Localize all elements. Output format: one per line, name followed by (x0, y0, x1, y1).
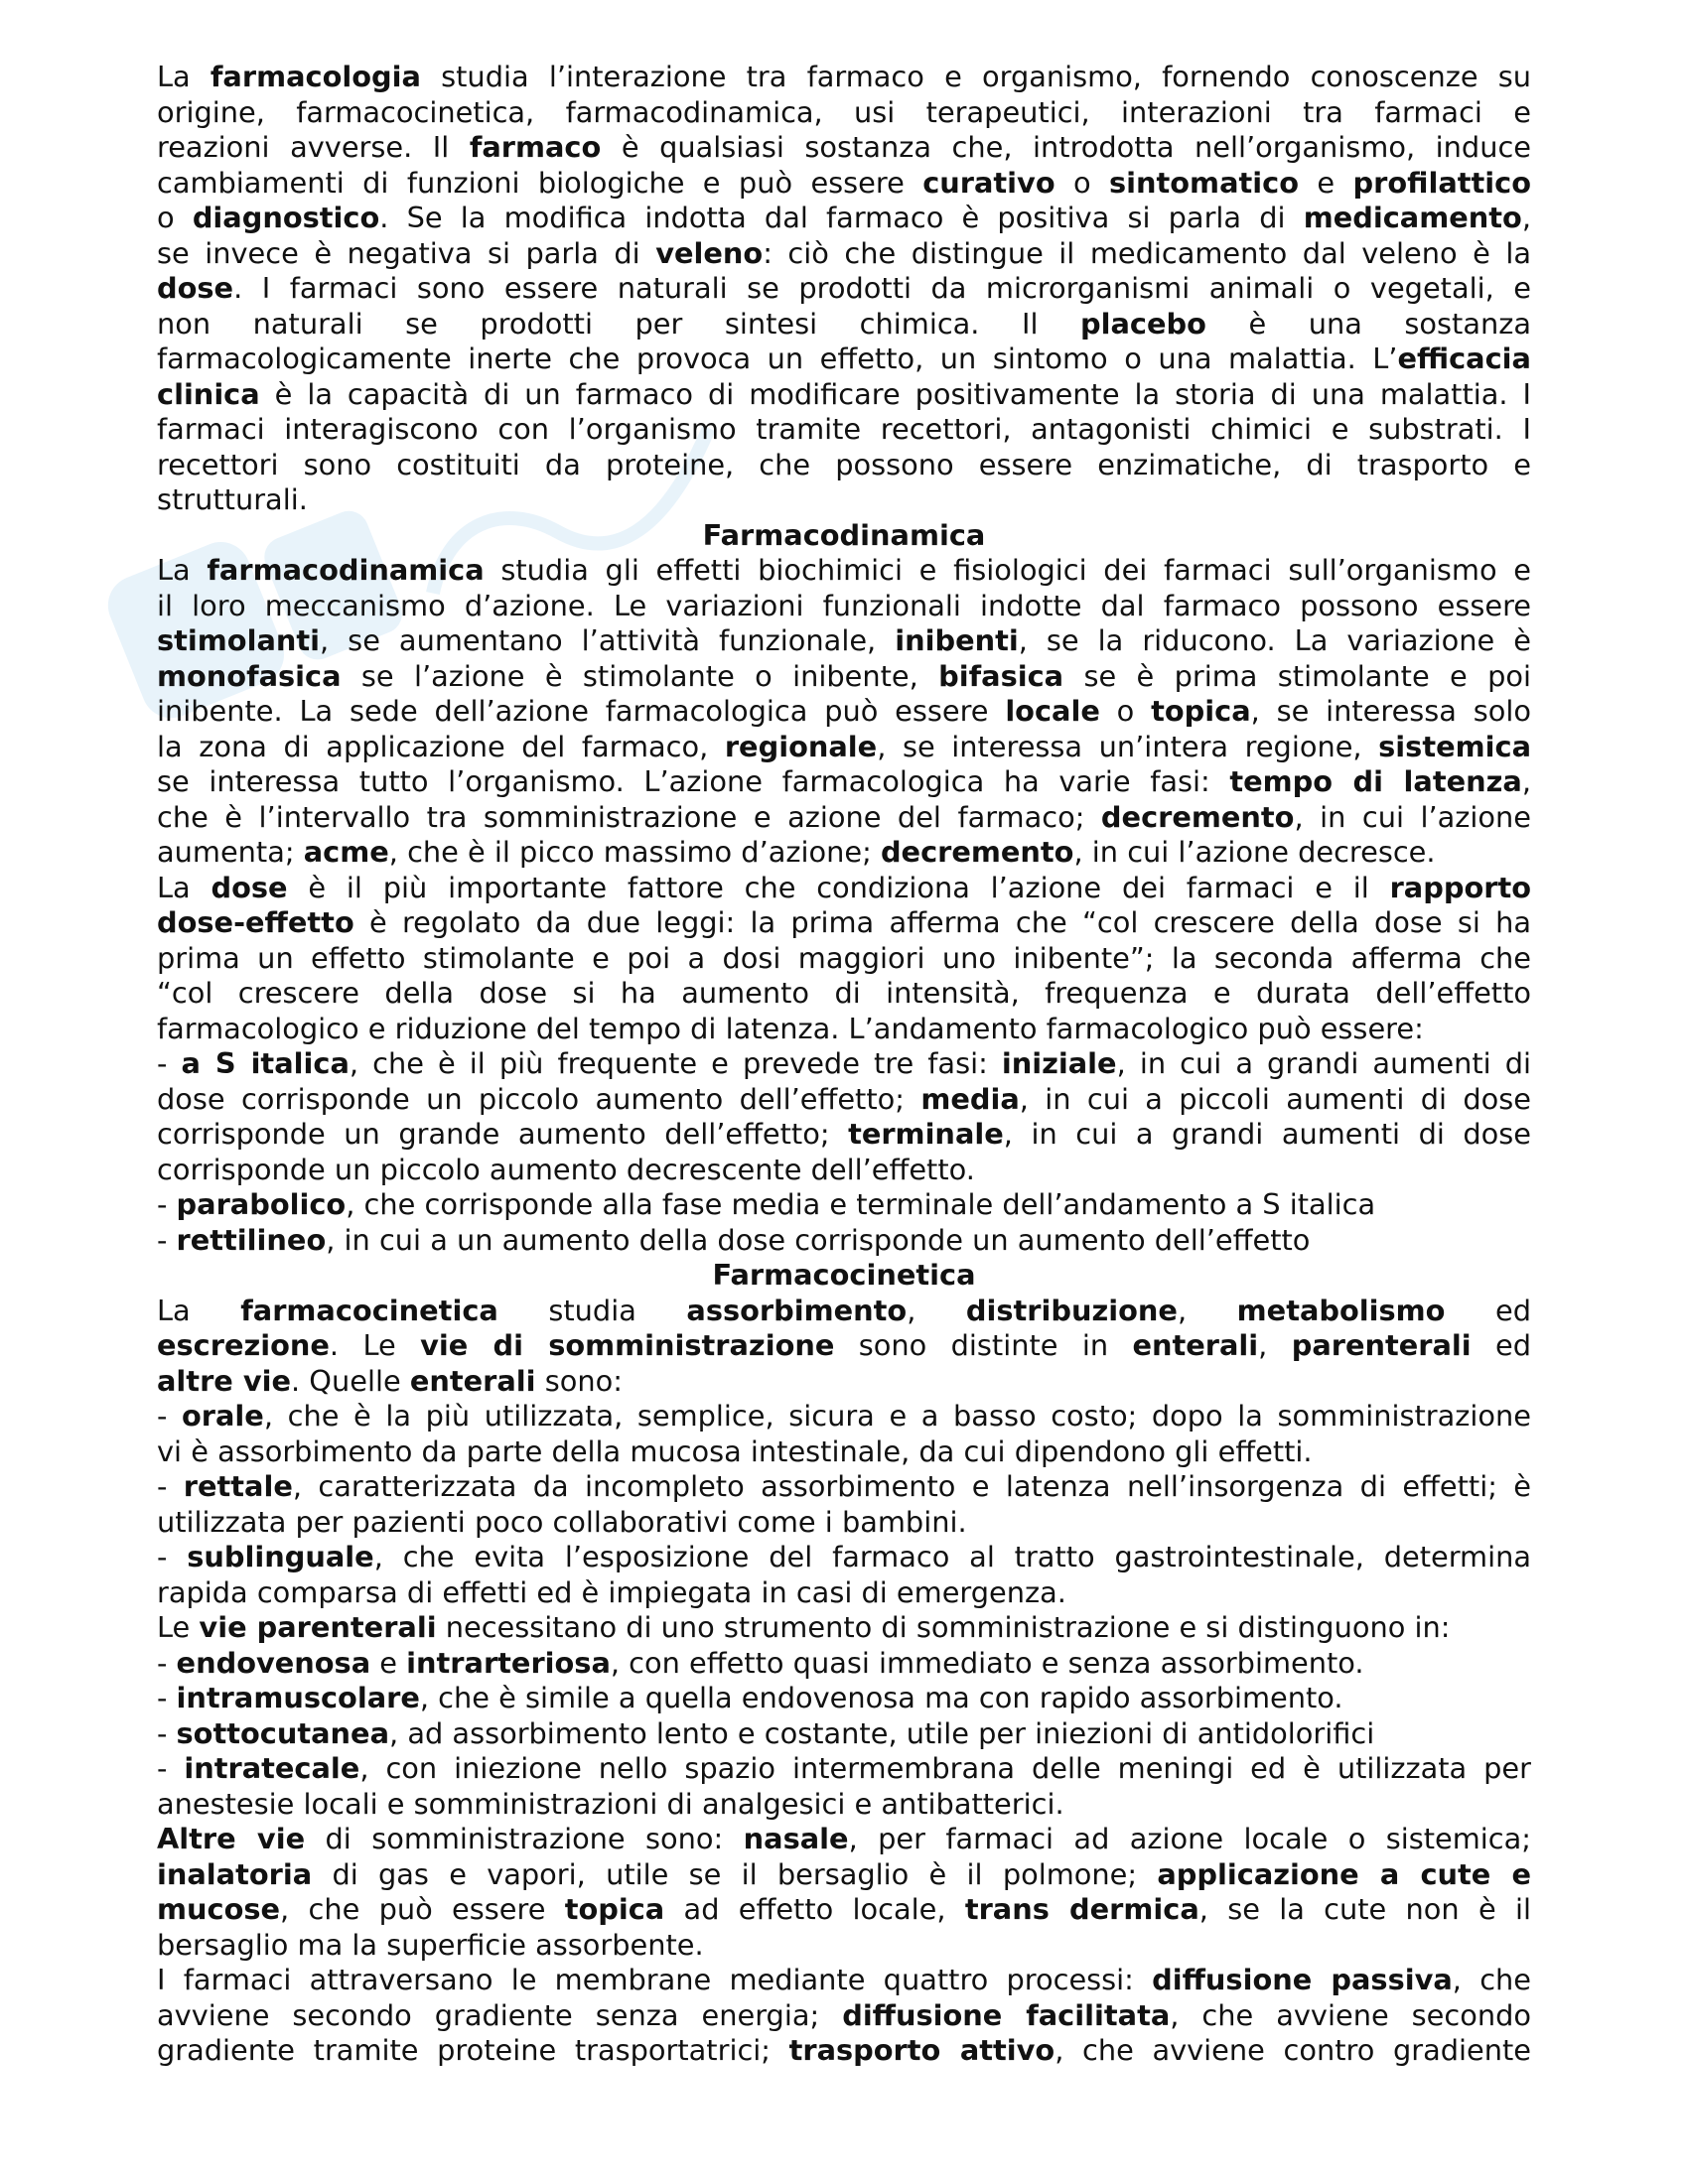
text-run: , se interessa solo (1250, 694, 1531, 728)
text-run: Le (157, 1610, 200, 1644)
heading-farmacodinamica: Farmacodinamica (702, 517, 986, 552)
bold-term: topica (1151, 694, 1251, 728)
bold-term: Altre vie (157, 1822, 306, 1855)
bold-term: applicazione a cute e (1157, 1856, 1531, 1891)
bold-term: endovenosa (176, 1645, 371, 1680)
text-run: se l’azione è stimolante o inibente, (341, 658, 939, 693)
text-run: , che corrisponde alla fase media e terminale dell’andamento a S italica (346, 1187, 1376, 1221)
text-run: , (1521, 201, 1531, 234)
text-run: , in cui a un aumento della dose corrisponde un aumento dell’effetto (326, 1222, 1311, 1257)
text-line (157, 307, 1531, 342)
text-run: o (1099, 694, 1152, 728)
bold-term: rettale (183, 1469, 293, 1503)
text-run: se interessa tutto l’organismo. L’azione farmacologica ha varie fasi: (157, 764, 1230, 798)
text-run: che è l’intervallo tra somministrazione e azione del farmaco; (157, 799, 1101, 834)
text-run: vi è assorbimento da parte della mucosa intestinale, da cui dipendono gli effetti. (157, 1433, 1313, 1468)
text-line (157, 236, 1531, 272)
text-run: - (157, 1715, 177, 1750)
text-run: . Quelle (291, 1363, 410, 1398)
text-run: rapida comparsa di effetti ed è impiegata in casi di emergenza. (157, 1574, 1066, 1609)
text-run: ad effetto locale, (664, 1892, 965, 1926)
text-line (157, 1681, 1531, 1716)
bold-term: rettilineo (176, 1222, 327, 1257)
text-run: - (157, 1751, 185, 1785)
text-run: reazioni avverse. Il (157, 130, 470, 164)
text-line (157, 1998, 1531, 2034)
text-run: , che evita l’esposizione del farmaco al tratto gastrointestinale, determina (373, 1540, 1532, 1573)
text-line (157, 1751, 1531, 1787)
text-run: avviene secondo gradiente senza energia; (157, 1997, 843, 2032)
text-run: . Se la modifica indotta dal farmaco è positiva si parla di (379, 201, 1304, 234)
text-run: necessitano di uno strumento di somministrazione e si distinguono in: (436, 1610, 1451, 1644)
text-run: inibente. La sede dell’azione farmacologica può essere (157, 694, 1006, 728)
text-run: e (1299, 165, 1353, 200)
text-run: , che avviene contro gradiente (1055, 2033, 1531, 2067)
bold-term: vie di somministrazione (420, 1328, 835, 1362)
text-run: di somministrazione sono: (305, 1822, 744, 1855)
bold-term: clinica (157, 376, 260, 411)
bold-term: placebo (1080, 306, 1206, 341)
bold-term: decremento (1100, 799, 1295, 834)
text-line (157, 95, 1531, 131)
bold-term: escrezione (157, 1328, 330, 1362)
text-line (157, 1892, 1531, 1928)
text-run: studia gli effetti biochimici e fisiologici dei farmaci sull’organismo e (484, 553, 1531, 587)
bold-term: sintomatico (1109, 165, 1299, 200)
farmacodinamica-paragraph (157, 553, 1531, 1258)
text-line (157, 623, 1531, 659)
text-run: - (157, 1222, 177, 1257)
bold-term: curativo (922, 165, 1055, 200)
bold-term: tempo di latenza (1229, 764, 1522, 798)
text-line (157, 1223, 1531, 1259)
text-line (157, 905, 1531, 941)
text-line (157, 1082, 1531, 1118)
bold-term: nasale (743, 1822, 849, 1855)
bold-term: dose (157, 271, 234, 305)
bold-term: topica (564, 1892, 665, 1926)
bold-term: intrarteriosa (406, 1645, 611, 1680)
text-run: origine, farmacocinetica, farmacodinamica, usi terapeutici, interazioni tra farmaci e (157, 94, 1531, 129)
text-run: farmaci interagiscono con l’organismo tramite recettori, antagonisti chimici e substrati. I (157, 412, 1531, 446)
bold-term: bifasica (938, 658, 1064, 693)
text-run: anestesie locali e somministrazioni di analgesici e antibatterici. (157, 1786, 1064, 1821)
text-line (157, 694, 1531, 730)
text-run: è la capacità di un farmaco di modificare positivamente la storia di una malattia. I (259, 376, 1531, 411)
text-line (157, 1399, 1531, 1434)
text-line (157, 60, 1531, 95)
text-line (157, 1610, 1531, 1646)
intro-paragraph (157, 60, 1531, 518)
text-line (157, 1328, 1531, 1364)
text-run: , (1177, 1293, 1237, 1327)
text-line (157, 166, 1531, 202)
text-run: , che è la più utilizzata, semplice, sicura e a basso costo; dopo la somministrazione (263, 1399, 1531, 1433)
text-run: , che (1452, 1963, 1531, 1996)
text-line (157, 1469, 1531, 1505)
text-line (157, 1575, 1531, 1611)
text-run: La (157, 1293, 241, 1327)
bold-term: trans dermica (964, 1892, 1199, 1926)
text-line (157, 1046, 1531, 1082)
text-run: - (157, 1399, 183, 1433)
text-run: , con iniezione nello spazio intermembrana delle meningi ed è utilizzata per (359, 1751, 1531, 1785)
text-run: , in cui a grandi aumenti di dose (1003, 1117, 1531, 1151)
bold-term: medicamento (1303, 201, 1522, 234)
text-run: di gas e vapori, utile se il bersaglio è il polmone; (312, 1856, 1158, 1891)
text-run: , (1521, 764, 1531, 798)
text-line (157, 1117, 1531, 1153)
bold-term: profilattico (1352, 165, 1532, 200)
text-line (157, 976, 1531, 1012)
text-run: , caratterizzata da incompleto assorbimento e latenza nell’insorgenza di effetti; è (292, 1469, 1532, 1503)
text-run: non naturali se prodotti per sintesi chimica. Il (157, 306, 1081, 341)
text-run: - (157, 1046, 182, 1080)
text-line (157, 1857, 1531, 1893)
text-run: - (157, 1645, 177, 1680)
text-line (157, 271, 1531, 307)
bold-term: dose (211, 870, 288, 904)
text-line (157, 201, 1531, 236)
text-line (157, 589, 1531, 624)
bold-term: acme (303, 835, 389, 869)
bold-term: parabolico (176, 1187, 347, 1221)
text-run: , in cui l’azione (1294, 799, 1531, 834)
text-run: , in cui l’azione decresce. (1073, 835, 1436, 869)
text-run: e (370, 1645, 407, 1680)
text-line (157, 1187, 1531, 1223)
bold-term: parenterali (1291, 1328, 1472, 1362)
bold-term: a S italica (181, 1046, 350, 1080)
text-run: gradiente tramite proteine trasportatrici; (157, 2033, 789, 2067)
text-line (157, 1540, 1531, 1575)
text-run: prima un effetto stimolante e poi a dosi maggiori uno inibente”; la seconda afferma che (157, 940, 1531, 975)
text-run: , con effetto quasi immediato e senza assorbimento. (610, 1645, 1364, 1680)
text-line (157, 412, 1531, 448)
text-run: , se interessa un’intera regione, (877, 729, 1379, 763)
text-run: , in cui a grandi aumenti di (1116, 1046, 1532, 1080)
bold-term: veleno (655, 235, 764, 270)
text-line (157, 1153, 1531, 1188)
text-run: dose corrisponde un piccolo aumento dell’effetto; (157, 1081, 921, 1116)
text-line (157, 482, 1531, 518)
text-run: recettori sono costituiti da proteine, che possono essere enzimatiche, di trasporto e (157, 447, 1531, 481)
text-run: corrisponde un grande aumento dell’effetto; (157, 1117, 849, 1151)
text-run: ed (1471, 1328, 1532, 1362)
text-run: , che è il più frequente e prevede tre fasi: (349, 1046, 1002, 1080)
text-run: la zona di applicazione del farmaco, (157, 729, 725, 763)
text-line (157, 1928, 1531, 1964)
text-run: se è prima stimolante e poi (1063, 658, 1531, 693)
text-run: è il più importante fattore che condiziona l’azione dei farmaci e il (287, 870, 1390, 904)
text-run: , se aumentano l’attività funzionale, (320, 623, 896, 657)
text-run: La (157, 870, 211, 904)
text-run: , che avviene secondo (1170, 1997, 1531, 2032)
bold-term: enterali (409, 1363, 536, 1398)
text-line (157, 1364, 1531, 1400)
text-line (157, 1434, 1531, 1470)
text-run: . Le (329, 1328, 421, 1362)
text-line (157, 341, 1531, 377)
text-run: La (157, 553, 208, 587)
bold-term: vie parenterali (199, 1610, 437, 1644)
text-run: , che è il picco massimo d’azione; (388, 835, 881, 869)
bold-term: iniziale (1001, 1046, 1117, 1080)
bold-term: rapporto (1389, 870, 1531, 904)
bold-term: efficacia (1397, 341, 1531, 375)
bold-term: stimolanti (157, 623, 321, 657)
text-run: , se la cute non è il (1198, 1892, 1531, 1926)
bold-term: intratecale (184, 1751, 360, 1785)
text-run: - (157, 1187, 177, 1221)
text-run: La (157, 60, 211, 93)
text-run: farmacologicamente inerte che provoca un effetto, un sintomo o una malattia. L’ (157, 341, 1398, 375)
text-run: utilizzata per pazienti poco collaborativi come i bambini. (157, 1504, 967, 1539)
text-run: , per farmaci ad azione locale o sistemica; (848, 1822, 1531, 1855)
text-line (157, 448, 1531, 483)
bold-term: sottocutanea (176, 1715, 390, 1750)
text-line (157, 1294, 1531, 1329)
text-run: bersaglio ma la superficie assorbente. (157, 1927, 704, 1962)
bold-term: assorbimento (686, 1293, 908, 1327)
text-run: , ad assorbimento lento e costante, utile per iniezioni di antidolorifici (389, 1715, 1375, 1750)
bold-term: locale (1005, 694, 1100, 728)
bold-term: sistemica (1378, 729, 1531, 763)
text-run: , se la riducono. La variazione è (1018, 623, 1531, 657)
bold-term: diffusione facilitata (842, 1997, 1171, 2032)
bold-term: orale (182, 1399, 264, 1433)
text-run: è qualsiasi sostanza che, introdotta nell’organismo, induce (601, 130, 1531, 164)
text-run: - (157, 1469, 184, 1503)
text-run: ed (1445, 1293, 1532, 1327)
bold-term: diffusione passiva (1152, 1963, 1453, 1996)
text-run: studia l’interazione tra farmaco e organismo, fornendo conoscenze su (420, 60, 1531, 93)
bold-term: farmacocinetica (240, 1293, 498, 1327)
text-run: o (1055, 165, 1109, 200)
bold-term: regionale (724, 729, 878, 763)
text-line (157, 764, 1531, 800)
text-run: il loro meccanismo d’azione. Le variazioni funzionali indotte dal farmaco possono essere (157, 588, 1531, 622)
text-line (157, 377, 1531, 413)
text-run: : ciò che distingue il medicamento dal veleno è la (763, 235, 1531, 270)
text-run: aumenta; (157, 835, 304, 869)
text-run: è regolato da due leggi: la prima afferma che “col crescere della dose si ha (353, 905, 1531, 939)
text-run: sono: (535, 1363, 623, 1398)
bold-term: sublinguale (187, 1540, 374, 1573)
text-run: studia (497, 1293, 687, 1327)
text-line (157, 659, 1531, 695)
text-line (157, 871, 1531, 906)
bold-term: altre vie (157, 1363, 291, 1398)
text-line (157, 1716, 1531, 1752)
text-run: o (157, 201, 193, 234)
text-line (157, 2033, 1531, 2069)
text-line (157, 1822, 1531, 1857)
bold-term: trasporto attivo (788, 2033, 1055, 2067)
bold-term: inalatoria (157, 1856, 313, 1891)
text-run: sono distinte in (834, 1328, 1133, 1362)
bold-term: farmacologia (210, 60, 421, 93)
bold-term: metabolismo (1236, 1293, 1446, 1327)
text-run: . I farmaci sono essere naturali se prodotti da microrganismi animali o vegetali, e (233, 271, 1531, 305)
text-run: , (1258, 1328, 1292, 1362)
bold-term: distribuzione (965, 1293, 1178, 1327)
text-line (157, 553, 1531, 589)
bold-term: monofasica (157, 658, 342, 693)
text-run: , (907, 1293, 966, 1327)
text-line (157, 1505, 1531, 1541)
text-line (157, 1963, 1531, 1998)
text-run: - (157, 1681, 177, 1714)
text-run: , che può essere (280, 1892, 565, 1926)
text-run: è una sostanza (1205, 306, 1531, 341)
bold-term: diagnostico (192, 201, 380, 234)
bold-term: dose-effetto (157, 905, 354, 939)
text-line (157, 835, 1531, 871)
text-run: corrisponde un piccolo aumento decrescente dell’effetto. (157, 1152, 975, 1186)
text-run: cambiamenti di funzioni biologiche e può essere (157, 165, 923, 200)
text-line (157, 1787, 1531, 1823)
bold-term: farmaco (469, 130, 602, 164)
text-line (157, 800, 1531, 836)
bold-term: farmacodinamica (207, 553, 485, 587)
bold-term: terminale (848, 1117, 1004, 1151)
document-page (157, 60, 1531, 2069)
text-run: I farmaci attraversano le membrane mediante quattro processi: (157, 1963, 1153, 1996)
text-run: “col crescere della dose si ha aumento di intensità, frequenza e durata dell’effetto (157, 976, 1531, 1010)
bold-term: enterali (1132, 1328, 1259, 1362)
text-run: farmacologico e riduzione del tempo di latenza. L’andamento farmacologico può essere: (157, 1011, 1424, 1045)
text-run: strutturali. (157, 482, 308, 516)
bold-term: inibenti (895, 623, 1019, 657)
bold-term: mucose (157, 1892, 281, 1926)
text-line (157, 130, 1531, 166)
text-line (157, 1012, 1531, 1047)
bold-term: decremento (880, 835, 1074, 869)
text-line (157, 730, 1531, 765)
text-line (157, 1646, 1531, 1682)
bold-term: intramuscolare (176, 1681, 420, 1714)
farmacocinetica-paragraph (157, 1294, 1531, 2069)
text-run: se invece è negativa si parla di (157, 235, 656, 270)
bold-term: media (920, 1081, 1020, 1116)
heading-farmacocinetica: Farmacocinetica (712, 1258, 976, 1292)
text-run: , in cui a piccoli aumenti di dose (1019, 1081, 1532, 1116)
text-run: - (157, 1540, 188, 1573)
text-line (157, 941, 1531, 977)
text-run: , che è simile a quella endovenosa ma con rapido assorbimento. (419, 1681, 1343, 1714)
